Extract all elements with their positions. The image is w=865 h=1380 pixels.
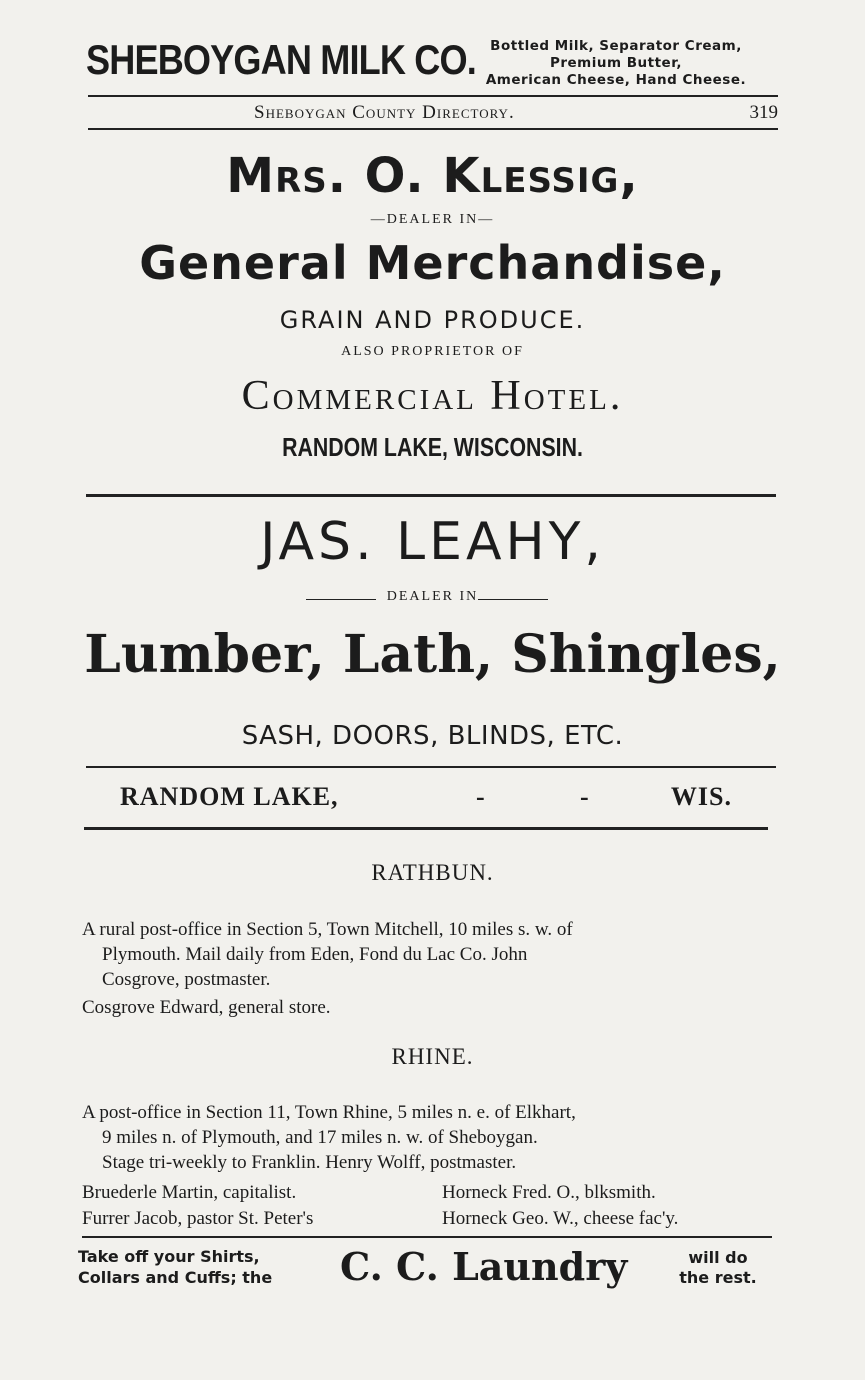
rhine-description	[82, 1100, 772, 1175]
running-header	[88, 100, 778, 126]
list-item: Furrer Jacob, pastor St. Peter's	[82, 1208, 314, 1229]
milk-co-name: SHEBOYGAN MILK CO.	[86, 36, 476, 83]
text-line: 9 miles n. of Plymouth, and 17 miles n. w. of Sheboygan.	[102, 1127, 538, 1148]
leahy-location	[120, 782, 740, 816]
text-line: A rural post-office in Section 5, Town Mitchell, 10 miles s. w. of	[82, 919, 573, 940]
products-line: Bottled Milk, Separator Cream,	[490, 38, 742, 54]
rhine-title: RHINE.	[391, 1044, 474, 1069]
page-number: 319	[749, 102, 778, 123]
text-line: Collars and Cuffs; the	[78, 1268, 273, 1287]
leahy-dash: -	[476, 782, 486, 811]
text-line: will do	[688, 1248, 748, 1267]
leahy-lumber: Lumber, Lath, Shingles,	[84, 624, 781, 685]
text-line: Plymouth. Mail daily from Eden, Fond du Lac Co. John	[102, 944, 528, 965]
klessig-dealer-in: —DEALER IN—	[370, 212, 495, 227]
header-rule	[88, 128, 778, 130]
products-line: Premium Butter,	[549, 55, 683, 71]
list-item: Bruederle Martin, capitalist.	[82, 1182, 297, 1203]
laundry-name: C. C. Laundry	[340, 1244, 628, 1289]
leahy-state: WIS.	[670, 782, 732, 811]
leahy-dealer-in: DEALER IN	[386, 589, 479, 604]
list-item: Horneck Fred. O., blksmith.	[442, 1182, 656, 1203]
klessig-hotel: Commercial Hotel.	[241, 373, 624, 419]
text-line: Stage tri-weekly to Franklin. Henry Wolff, postmaster.	[102, 1152, 517, 1173]
rathbun-description	[82, 917, 772, 992]
leahy-name: JAS. LEAHY,	[260, 512, 605, 572]
klessig-location: RANDOM LAKE, WISCONSIN.	[282, 432, 583, 462]
list-item: Horneck Geo. W., cheese fac'y.	[442, 1208, 679, 1229]
milk-co-banner	[86, 34, 776, 92]
section-divider	[84, 827, 768, 830]
klessig-grain: GRAIN AND PRODUCE.	[279, 306, 586, 334]
rathbun-entry: Cosgrove Edward, general store.	[82, 997, 331, 1018]
text-line: A post-office in Section 11, Town Rhine, 5 miles n. e. of Elkhart,	[82, 1102, 576, 1123]
laundry-rule	[82, 1236, 772, 1238]
laundry-ad	[78, 1242, 772, 1298]
klessig-name: Mrs. O. Klessig,	[226, 148, 639, 204]
klessig-merchandise: General Merchandise,	[139, 236, 726, 290]
leahy-sash: SASH, DOORS, BLINDS, ETC.	[241, 721, 624, 751]
text-line: Take off your Shirts,	[78, 1247, 260, 1266]
dealer-dash-right	[478, 599, 548, 600]
klessig-also: ALSO PROPRIETOR OF	[341, 344, 524, 359]
products-line: American Cheese, Hand Cheese.	[485, 72, 747, 88]
milk-co-products	[456, 38, 776, 89]
leahy-city: RANDOM LAKE,	[120, 782, 339, 811]
laundry-right-text	[668, 1248, 768, 1288]
text-line: Cosgrove, postmaster.	[102, 969, 271, 990]
leahy-rule	[86, 766, 776, 768]
banner-rule	[88, 95, 778, 97]
rathbun-title: RATHBUN.	[371, 860, 494, 885]
text-line: the rest.	[679, 1268, 757, 1287]
ad-divider	[86, 494, 776, 497]
leahy-dash: -	[580, 782, 590, 811]
directory-title: Sheboygan County Directory.	[254, 102, 515, 123]
laundry-left-text	[78, 1246, 272, 1288]
